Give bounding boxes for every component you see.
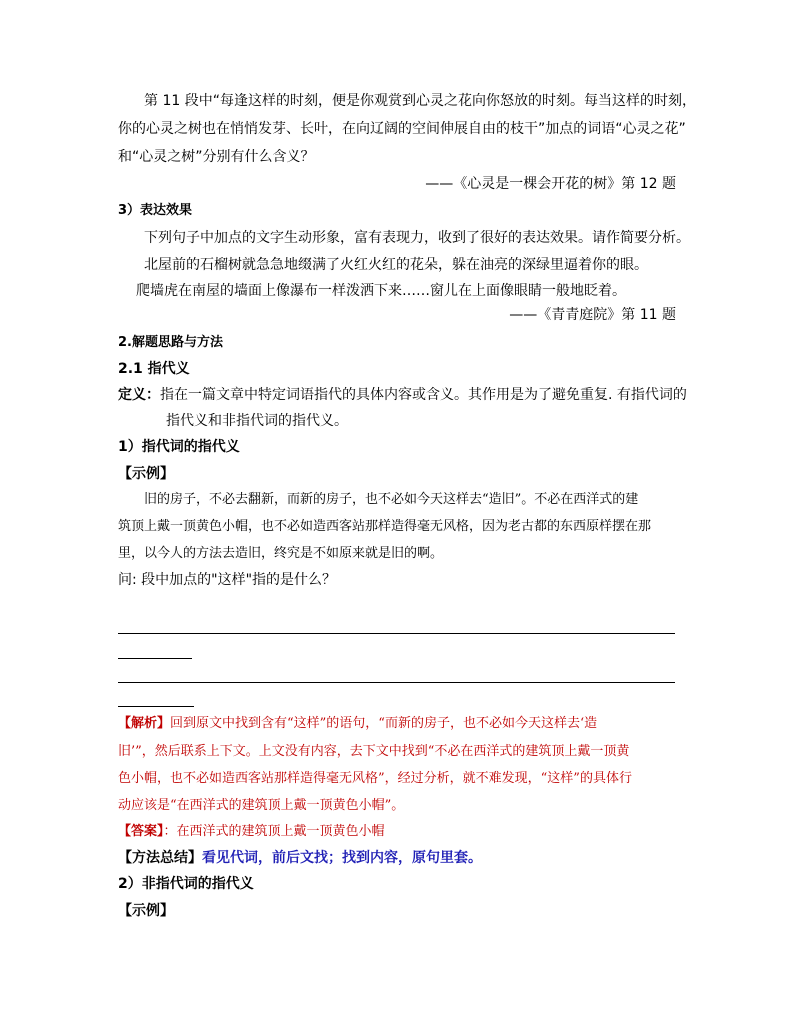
definition-line: 指代义和非指代词的指代义。: [166, 413, 348, 429]
definition-label: 定义：: [118, 387, 160, 403]
answer-line-text: [118, 822, 385, 842]
answer-line: [118, 706, 194, 707]
method-text: 看见代词，前后文找；找到内容，原句里套。: [202, 850, 482, 866]
section-heading: 3）表达效果: [118, 203, 193, 218]
method-label: 【方法总结】: [118, 850, 202, 866]
answer-label: 【答案】: [118, 824, 164, 839]
answer-text: ：在西洋式的建筑顶上戴一顶黄色小帽: [163, 824, 385, 839]
answer-line: [118, 658, 192, 659]
subsection-heading: 2.1 指代义: [118, 361, 190, 377]
definition-line: [118, 385, 687, 405]
method-summary: [118, 848, 482, 868]
source-citation: ——《青青庭院》第 11 题: [509, 307, 676, 323]
analysis-line: 色小帽，也不必如造西客站那样造得毫无风格”，经过分析，就不难发现，“这样”的具体行: [118, 771, 632, 786]
analysis-line: [118, 714, 597, 734]
subsection-heading: 2）非指代词的指代义: [118, 876, 254, 892]
example-sentence: 北屋前的石榴树就急急地缀满了火红火红的花朵，躲在油亮的深绿里逼着你的眼。: [144, 257, 648, 273]
definition-text: 指在一篇文章中特定词语指代的具体内容或含义。其作用是为了避免重复. 有指代词的: [160, 387, 687, 403]
analysis-text: 回到原文中找到含有“这样”的语句，“而新的房子，也不必如今天这样去‘造: [170, 716, 598, 731]
question-line: 和“心灵之树”分别有什么含义？: [118, 149, 315, 165]
answer-line: [118, 682, 675, 683]
example-passage: 里，以今人的方法去造旧，终究是不如原来就是旧的啊。: [118, 546, 444, 561]
prompt-text: 下列句子中加点的文字生动形象，富有表现力，收到了很好的表达效果。请作简要分析。: [144, 230, 690, 246]
question-prompt: 问: 段中加点的"这样"指的是什么？: [118, 572, 337, 588]
subsection-heading: 1）指代词的指代义: [118, 439, 240, 455]
example-passage: 旧的房子，不必去翻新，而新的房子，也不必如今天这样去“造旧”。不必在西洋式的建: [144, 492, 639, 507]
example-sentence: 爬墙虎在南屋的墙面上像瀑布一样泼洒下来……窗儿在上面像眼睛一般地眨着。: [136, 283, 626, 299]
answer-line: [118, 633, 675, 634]
analysis-label: 【解析】: [118, 716, 171, 731]
question-line: 第 11 段中“每逢这样的时刻，便是你观赏到心灵之花向你怒放的时刻。每当这样的时刻，: [144, 93, 696, 109]
section-heading: 2.解题思路与方法: [118, 335, 223, 350]
analysis-line: 旧’”，然后联系上下文。上文没有内容，去下文中找到“不必在西洋式的建筑顶上戴一顶黄: [118, 744, 630, 759]
example-label: 【示例】: [118, 903, 174, 919]
analysis-line: 动应该是“在西洋式的建筑顶上戴一顶黄色小帽”。: [118, 798, 405, 813]
example-passage: 筑顶上戴一顶黄色小帽，也不必如造西客站那样造得毫无风格，因为老古都的东西原样摆在那: [118, 519, 652, 534]
example-label: 【示例】: [118, 466, 174, 482]
source-citation: ——《心灵是一棵会开花的树》第 12 题: [425, 176, 676, 192]
question-line: 你的心灵之树也在悄悄发芽、长叶，在向辽阔的空间伸展自由的枝干”加点的词语“心灵之花”: [118, 121, 686, 137]
